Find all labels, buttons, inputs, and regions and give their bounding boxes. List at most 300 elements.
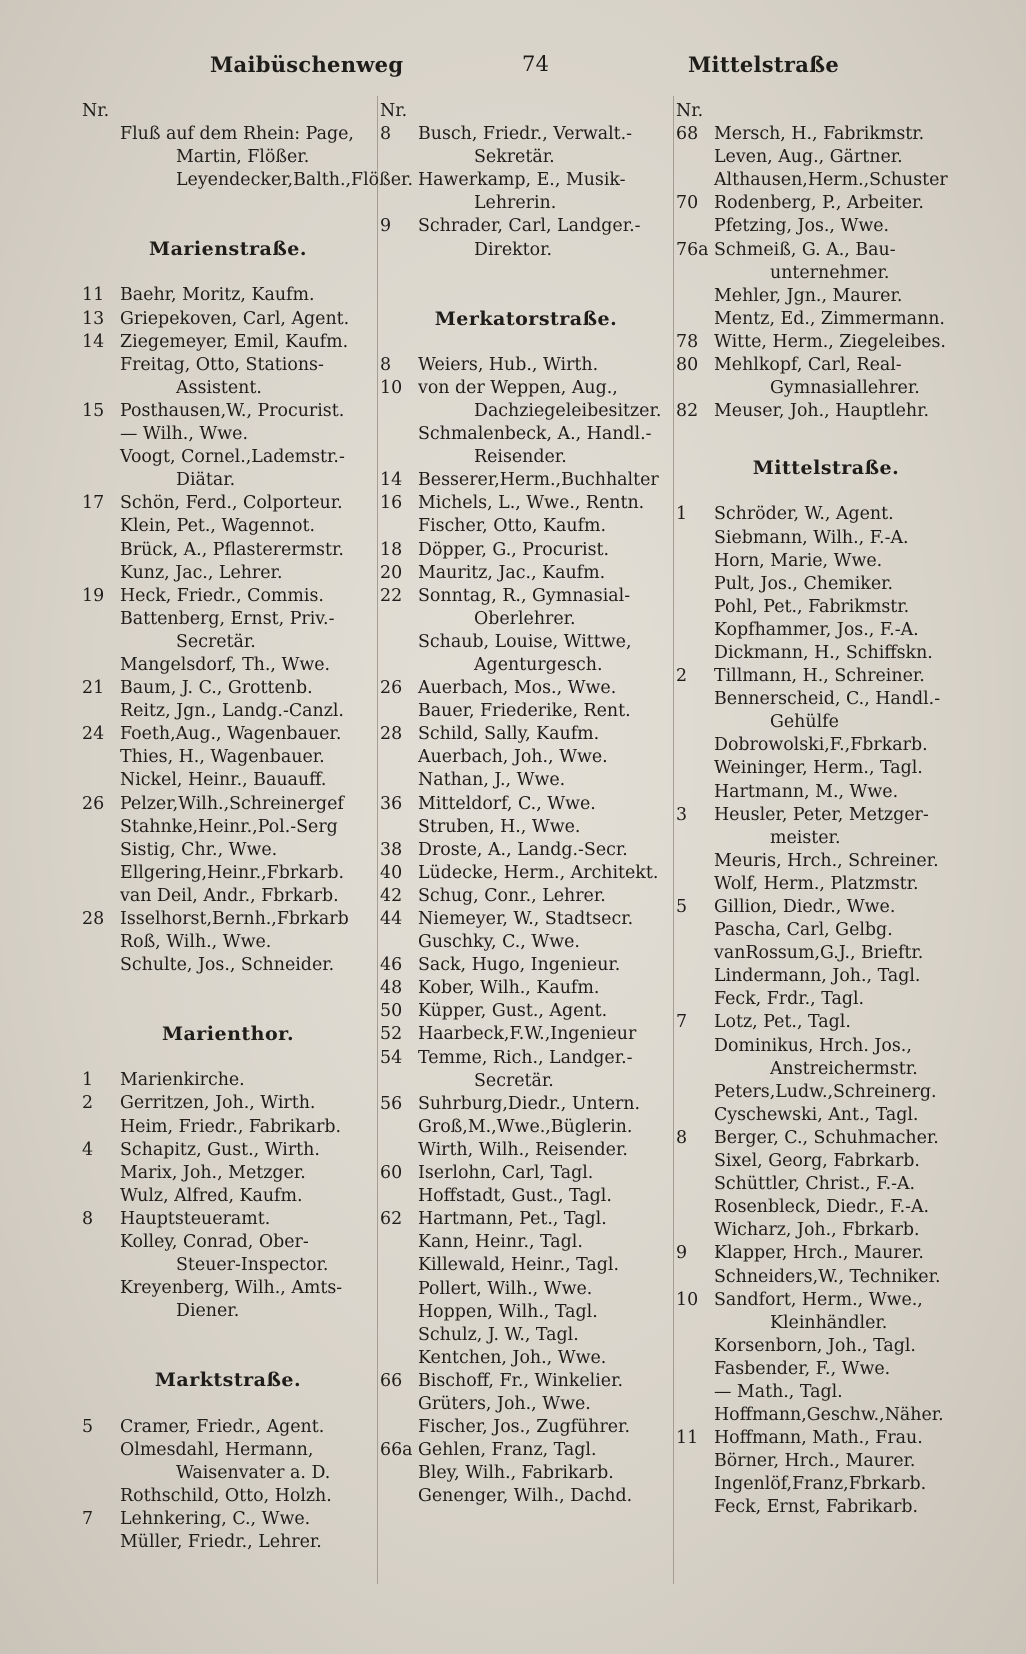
entry-text: Reitz, Jgn., Landg.-Canzl. <box>120 701 344 722</box>
directory-entry <box>676 331 976 354</box>
column-divider <box>673 96 674 1584</box>
directory-entry <box>676 1358 976 1381</box>
entry-text: Klapper, Hrch., Maurer. <box>714 1243 924 1264</box>
entry-text: Bischoff, Fr., Winkelier. <box>418 1370 624 1391</box>
entry-text: Mitteldorf, C., Wwe. <box>418 793 596 814</box>
entry-text: Sack, Hugo, Ingenieur. <box>418 955 621 976</box>
entry-text: Freitag, Otto, Stations- <box>120 354 324 375</box>
entry-text: Pollert, Wilh., Wwe. <box>418 1278 593 1299</box>
directory-entry <box>380 862 672 885</box>
entry-text: Griepekoven, Carl, Agent. <box>120 308 350 329</box>
directory-entry <box>380 1023 672 1046</box>
house-number: 13 <box>82 308 105 329</box>
directory-entry <box>82 308 374 331</box>
directory-entry <box>82 608 374 631</box>
directory-entry <box>380 400 672 423</box>
entry-text: Hartmann, Pet., Tagl. <box>418 1209 607 1230</box>
directory-entry <box>380 354 672 377</box>
house-number: 1 <box>676 504 688 525</box>
entry-text: Pelzer,Wilh.,Schreinergef <box>120 793 344 814</box>
spacer <box>82 261 374 284</box>
entry-text: Thies, H., Wagenbauer. <box>120 747 325 768</box>
directory-entry <box>676 1173 976 1196</box>
directory-entry <box>82 654 374 677</box>
entry-text: Secretär. <box>474 1070 554 1091</box>
entry-text: Posthausen,W., Procurist. <box>120 400 345 421</box>
entry-text: Wulz, Alfred, Kaufm. <box>120 1185 303 1206</box>
house-number: 26 <box>82 793 105 814</box>
directory-entry <box>380 377 672 400</box>
directory-entry <box>380 123 672 146</box>
directory-entry <box>676 1242 976 1265</box>
entry-text: Küpper, Gust., Agent. <box>418 1001 608 1022</box>
entry-text: Dachziegeleibesitzer. <box>474 400 662 421</box>
directory-entry <box>82 1139 374 1162</box>
entry-text: Rothschild, Otto, Holzh. <box>120 1485 332 1506</box>
directory-entry <box>82 954 374 977</box>
entry-text: Droste, A., Landg.-Secr. <box>418 839 628 860</box>
directory-entry <box>676 1011 976 1034</box>
entry-text: Niemeyer, W., Stadtsecr. <box>418 909 634 929</box>
directory-entry <box>380 146 672 169</box>
directory-entry <box>82 423 374 446</box>
house-number: 2 <box>676 666 688 687</box>
directory-entry <box>380 931 672 954</box>
house-number: 4 <box>82 1139 94 1160</box>
entry-text: von der Weppen, Aug., <box>418 377 618 398</box>
directory-entry <box>82 1462 374 1485</box>
entry-text: Kann, Heinr., Tagl. <box>418 1232 583 1253</box>
entry-text: Sistig, Chr., Wwe. <box>120 839 278 860</box>
directory-entry <box>380 1185 672 1208</box>
entry-text: Agenturgesch. <box>474 654 603 675</box>
directory-entry <box>82 769 374 792</box>
directory-entry <box>676 503 976 526</box>
directory-entry <box>676 642 976 665</box>
directory-entry <box>82 1185 374 1208</box>
house-number: 5 <box>82 1416 94 1437</box>
entry-text: Nr. <box>82 101 110 121</box>
directory-entry <box>82 931 374 954</box>
entry-text: vanRossum,G.J., Brieftr. <box>714 943 924 964</box>
entry-text: Dickmann, H., Schiffskn. <box>714 642 933 663</box>
spacer <box>82 1393 374 1416</box>
directory-entry <box>676 239 976 262</box>
entry-text: Fischer, Jos., Zugführer. <box>418 1417 630 1438</box>
entry-text: Schrader, Carl, Landger.- <box>418 216 641 237</box>
entry-text: Ellgering,Heinr.,Fbrkarb. <box>120 862 345 883</box>
entry-text: Pascha, Carl, Gelbg. <box>714 920 893 941</box>
entry-text: — Math., Tagl. <box>714 1381 843 1402</box>
house-number: 9 <box>676 1243 688 1264</box>
entry-text: Dobrowolski,F.,Fbrkarb. <box>714 735 928 756</box>
directory-entry <box>82 631 374 654</box>
house-number: 50 <box>380 1001 403 1022</box>
entry-text: Schapitz, Gust., Wirth. <box>120 1139 320 1160</box>
directory-entry <box>82 1439 374 1462</box>
entry-text: Mersch, H., Fabrikmstr. <box>714 124 925 145</box>
entry-text: Hartmann, M., Wwe. <box>714 781 899 802</box>
house-number: 46 <box>380 955 403 976</box>
directory-entry <box>380 954 672 977</box>
directory-entry <box>380 1208 672 1231</box>
directory-entry <box>380 1485 672 1508</box>
entry-text: Fluß auf dem Rhein: Page, <box>120 124 354 145</box>
directory-entry <box>82 377 374 400</box>
entry-text: Gerritzen, Joh., Wirth. <box>120 1093 316 1114</box>
directory-entry <box>676 711 976 734</box>
directory-entry <box>82 1254 374 1277</box>
entry-text: Kunz, Jac., Lehrer. <box>120 562 283 583</box>
entry-text: Schulz, J. W., Tagl. <box>418 1324 579 1345</box>
spacer <box>380 262 672 308</box>
entry-text: Hoppen, Wilh., Tagl. <box>418 1301 598 1322</box>
column-3 <box>676 100 976 1520</box>
directory-entry <box>380 585 672 608</box>
directory-entry <box>676 169 976 192</box>
house-number: 2 <box>82 1093 94 1114</box>
directory-entry <box>676 1104 976 1127</box>
street-heading: Merkatorstraße. <box>434 307 618 330</box>
entry-text: Mauritz, Jac., Kaufm. <box>418 562 606 583</box>
directory-entry <box>676 354 976 377</box>
directory-entry <box>380 239 672 262</box>
directory-entry <box>676 850 976 873</box>
directory-entry <box>380 1347 672 1370</box>
directory-entry <box>676 965 976 988</box>
house-number: 28 <box>380 724 403 745</box>
entry-text: Weiers, Hub., Wirth. <box>418 354 599 375</box>
directory-entry <box>676 596 976 619</box>
entry-text: Nr. <box>380 101 408 121</box>
directory-entry <box>82 1508 374 1531</box>
directory-entry <box>676 757 976 780</box>
directory-entry <box>676 804 976 827</box>
entry-text: Wicharz, Joh., Fbrkarb. <box>714 1220 920 1241</box>
directory-entry <box>82 1208 374 1231</box>
spacer <box>82 977 374 1023</box>
directory-entry <box>676 527 976 550</box>
directory-entry <box>676 1473 976 1496</box>
entry-text: Nr. <box>676 101 704 121</box>
entry-text: Iserlohn, Carl, Tagl. <box>418 1163 594 1184</box>
entry-text: Wolf, Herm., Platzmstr. <box>714 873 919 894</box>
entry-text: Schaub, Louise, Wittwe, <box>418 631 632 652</box>
directory-entry <box>82 746 374 769</box>
directory-entry <box>676 1289 976 1312</box>
entry-text: Assistent. <box>176 377 262 398</box>
directory-entry <box>82 100 374 123</box>
spacer <box>676 423 976 457</box>
house-number: 8 <box>380 354 392 375</box>
directory-entry <box>82 284 374 307</box>
entry-text: Schön, Ferd., Colporteur. <box>120 493 343 514</box>
entry-text: Kolley, Conrad, Ober- <box>120 1232 309 1253</box>
directory-entry <box>380 1047 672 1070</box>
directory-entry <box>380 215 672 238</box>
directory-entry <box>676 1404 976 1427</box>
spacer <box>82 1323 374 1369</box>
directory-entry <box>380 1070 672 1093</box>
entry-text: Weininger, Herm., Tagl. <box>714 758 923 779</box>
directory-entry <box>676 308 976 331</box>
spacer <box>82 192 374 238</box>
house-number: 48 <box>380 978 403 999</box>
entry-text: Lindermann, Joh., Tagl. <box>714 966 921 987</box>
entry-text: Klein, Pet., Wagennot. <box>120 516 315 537</box>
directory-entry <box>676 688 976 711</box>
directory-entry <box>82 700 374 723</box>
directory-entry <box>82 1231 374 1254</box>
entry-text: Busch, Friedr., Verwalt.- <box>418 124 633 145</box>
house-number: 60 <box>380 1163 403 1184</box>
entry-text: Struben, H., Wwe. <box>418 816 581 837</box>
directory-entry <box>380 608 672 631</box>
house-number: 44 <box>380 909 403 929</box>
entry-text: Bley, Wilh., Fabrikarb. <box>418 1463 614 1484</box>
entry-text: Sonntag, R., Gymnasial- <box>418 585 631 606</box>
house-number: 19 <box>82 585 105 606</box>
entry-text: Feck, Frdr., Tagl. <box>714 989 865 1010</box>
directory-entry <box>380 1139 672 1162</box>
directory-entry <box>82 839 374 862</box>
directory-entry <box>82 1069 374 1092</box>
entry-text: Gehlen, Franz, Tagl. <box>418 1440 597 1461</box>
entry-text: Sandfort, Herm., Wwe., <box>714 1289 923 1310</box>
column-divider <box>377 96 378 1584</box>
directory-entry <box>380 515 672 538</box>
directory-entry <box>676 781 976 804</box>
entry-text: Steuer-Inspector. <box>176 1255 329 1276</box>
house-number: 82 <box>676 401 699 422</box>
entry-text: Killewald, Heinr., Tagl. <box>418 1255 620 1276</box>
entry-text: Mehler, Jgn., Maurer. <box>714 285 903 306</box>
house-number: 70 <box>676 193 699 214</box>
directory-entry <box>676 1427 976 1450</box>
page-number: 74 <box>522 52 550 76</box>
directory-entry <box>380 1370 672 1393</box>
directory-entry <box>676 1381 976 1404</box>
entry-text: Lüdecke, Herm., Architekt. <box>418 862 659 883</box>
entry-text: Genenger, Wilh., Dachd. <box>418 1486 633 1507</box>
directory-entry <box>676 400 976 423</box>
entry-text: unternehmer. <box>770 262 890 283</box>
house-number: 7 <box>82 1508 94 1529</box>
directory-entry <box>676 1219 976 1242</box>
directory-entry <box>380 1301 672 1324</box>
entry-text: Groß,M.,Wwe.,Büglerin. <box>418 1116 633 1137</box>
directory-entry <box>380 1462 672 1485</box>
house-number: 14 <box>82 331 105 352</box>
house-number: 62 <box>380 1209 403 1230</box>
directory-entry <box>380 1439 672 1462</box>
entry-text: Kreyenberg, Wilh., Amts- <box>120 1278 343 1299</box>
entry-text: Kleinhändler. <box>770 1312 888 1333</box>
house-number: 78 <box>676 331 699 352</box>
entry-text: Haarbeck,F.W.,Ingenieur <box>418 1024 637 1045</box>
entry-text: Bauer, Friederike, Rent. <box>418 701 631 722</box>
house-number: 18 <box>380 539 403 560</box>
directory-entry <box>82 1485 374 1508</box>
house-number: 20 <box>380 562 403 583</box>
directory-entry <box>82 862 374 885</box>
entry-text: Siebmann, Wilh., F.-A. <box>714 527 909 548</box>
entry-text: Kentchen, Joh., Wwe. <box>418 1347 607 1368</box>
entry-text: Schug, Conr., Lehrer. <box>418 885 606 906</box>
house-number: 10 <box>380 377 403 398</box>
entry-text: Schröder, W., Agent. <box>714 504 894 525</box>
directory-entry <box>380 1416 672 1439</box>
directory-entry <box>82 585 374 608</box>
entry-text: Nickel, Heinr., Bauauff. <box>120 770 327 791</box>
directory-entry <box>82 723 374 746</box>
entry-text: van Deil, Andr., Fbrkarb. <box>120 885 339 906</box>
entry-text: Cramer, Friedr., Agent. <box>120 1416 325 1437</box>
entry-text: Anstreichermstr. <box>770 1058 918 1079</box>
entry-text: Baehr, Moritz, Kaufm. <box>120 285 315 306</box>
entry-text: Isselhorst,Bernh.,Fbrkarb <box>120 909 349 929</box>
house-number: 10 <box>676 1289 699 1310</box>
house-number: 52 <box>380 1024 403 1045</box>
entry-text: Schulte, Jos., Schneider. <box>120 955 335 976</box>
entry-text: Heim, Friedr., Fabrikarb. <box>120 1116 342 1137</box>
directory-entry <box>676 550 976 573</box>
directory-entry <box>676 1450 976 1473</box>
entry-text: Secretär. <box>176 631 256 652</box>
entry-text: Diener. <box>176 1301 240 1322</box>
entry-text: Althausen,Herm.,Schuster <box>714 170 948 191</box>
directory-entry <box>380 469 672 492</box>
directory-entry <box>82 1300 374 1323</box>
directory-entry <box>676 573 976 596</box>
house-number: 5 <box>676 897 688 917</box>
directory-entry <box>676 123 976 146</box>
entry-text: meister. <box>770 827 841 848</box>
directory-entry <box>676 1058 976 1081</box>
house-number: 36 <box>380 793 403 814</box>
entry-text: Mangelsdorf, Th., Wwe. <box>120 654 331 675</box>
directory-entry <box>82 515 374 538</box>
entry-text: Schmeiß, G. A., Bau- <box>714 239 896 260</box>
directory-entry <box>82 816 374 839</box>
entry-text: Battenberg, Ernst, Priv.- <box>120 608 335 629</box>
entry-text: Lotz, Pet., Tagl. <box>714 1012 851 1033</box>
directory-entry <box>380 885 672 908</box>
entry-text: Kober, Wilh., Kaufm. <box>418 978 600 999</box>
house-number: 8 <box>380 124 392 145</box>
directory-entry <box>380 654 672 677</box>
entry-text: Rodenberg, P., Arbeiter. <box>714 193 924 214</box>
directory-entry <box>676 100 976 123</box>
entry-text: Hawerkamp, E., Musik- <box>418 170 626 191</box>
house-number: 16 <box>380 493 403 514</box>
street-heading: Marienthor. <box>161 1023 295 1046</box>
directory-entry <box>82 169 413 192</box>
house-number: 26 <box>380 678 403 699</box>
directory-entry <box>380 1093 672 1116</box>
directory-entry <box>676 285 976 308</box>
entry-text: Brück, A., Pflasterermstr. <box>120 539 344 560</box>
entry-text: Witte, Herm., Ziegeleibes. <box>714 331 946 352</box>
entry-text: Olmesdahl, Hermann, <box>120 1439 314 1460</box>
directory-entry <box>82 400 374 423</box>
directory-entry <box>380 977 672 1000</box>
directory-entry <box>380 839 672 862</box>
page-header <box>70 52 971 88</box>
directory-entry <box>676 1312 976 1335</box>
house-number: 8 <box>676 1127 688 1148</box>
directory-entry <box>380 1000 672 1023</box>
entry-text: Horn, Marie, Wwe. <box>714 550 883 571</box>
header-right-street: Mittelstraße <box>688 52 840 77</box>
entry-text: Sixel, Georg, Fabrkarb. <box>714 1151 920 1172</box>
directory-entry <box>82 885 374 908</box>
entry-text: Fischer, Otto, Kaufm. <box>418 516 607 537</box>
entry-text: Foeth,Aug., Wagenbauer. <box>120 724 342 745</box>
directory-entry <box>82 677 374 700</box>
directory-entry <box>676 942 976 965</box>
directory-entry <box>676 827 976 850</box>
house-number: 38 <box>380 839 403 860</box>
house-number: 66a <box>380 1440 413 1461</box>
entry-text: Hoffmann,Geschw.,Näher. <box>714 1405 944 1426</box>
directory-entry <box>380 539 672 562</box>
street-heading: Mittelstraße. <box>752 457 900 480</box>
entry-text: Baum, J. C., Grottenb. <box>120 678 313 699</box>
header-left-street: Maibüschenweg <box>210 52 404 77</box>
directory-entry <box>676 896 976 919</box>
entry-text: Waisenvater a. D. <box>176 1462 331 1483</box>
directory-entry <box>676 665 976 688</box>
entry-text: Stahnke,Heinr.,Pol.-Serg <box>120 816 338 837</box>
directory-entry <box>380 1231 672 1254</box>
directory-entry <box>82 1092 374 1115</box>
directory-entry <box>82 793 374 816</box>
entry-text: Meuser, Joh., Hauptlehr. <box>714 401 930 422</box>
directory-entry <box>676 146 976 169</box>
directory-entry <box>676 734 976 757</box>
directory-entry <box>82 446 374 469</box>
directory-entry <box>676 919 976 942</box>
entry-text: Korsenborn, Joh., Tagl. <box>714 1335 916 1356</box>
directory-entry <box>380 793 672 816</box>
entry-text: Gehülfe <box>770 712 839 733</box>
house-number: 21 <box>82 678 105 699</box>
entry-text: — Wilh., Wwe. <box>120 424 248 445</box>
entry-text: Oberlehrer. <box>474 608 576 629</box>
directory-entry <box>82 123 374 146</box>
house-number: 42 <box>380 885 403 906</box>
entry-text: Rosenbleck, Diedr., F.-A. <box>714 1197 930 1218</box>
entry-text: Meuris, Hrch., Schreiner. <box>714 850 939 871</box>
directory-entry <box>380 169 672 192</box>
entry-text: Hoffstadt, Gust., Tagl. <box>418 1186 612 1207</box>
directory-entry <box>380 723 672 746</box>
directory-entry <box>82 1277 374 1300</box>
column-2 <box>380 100 672 1508</box>
entry-text: Leven, Aug., Gärtner. <box>714 147 903 168</box>
directory-entry <box>82 1116 374 1139</box>
directory-entry <box>380 700 672 723</box>
directory-entry <box>676 1266 976 1289</box>
entry-text: Auerbach, Mos., Wwe. <box>418 678 617 699</box>
directory-entry <box>676 1335 976 1358</box>
directory-entry <box>676 1081 976 1104</box>
directory-entry <box>380 446 672 469</box>
entry-text: Gymnasiallehrer. <box>770 378 920 399</box>
directory-entry <box>380 816 672 839</box>
street-heading: Marktstraße. <box>154 1369 302 1392</box>
